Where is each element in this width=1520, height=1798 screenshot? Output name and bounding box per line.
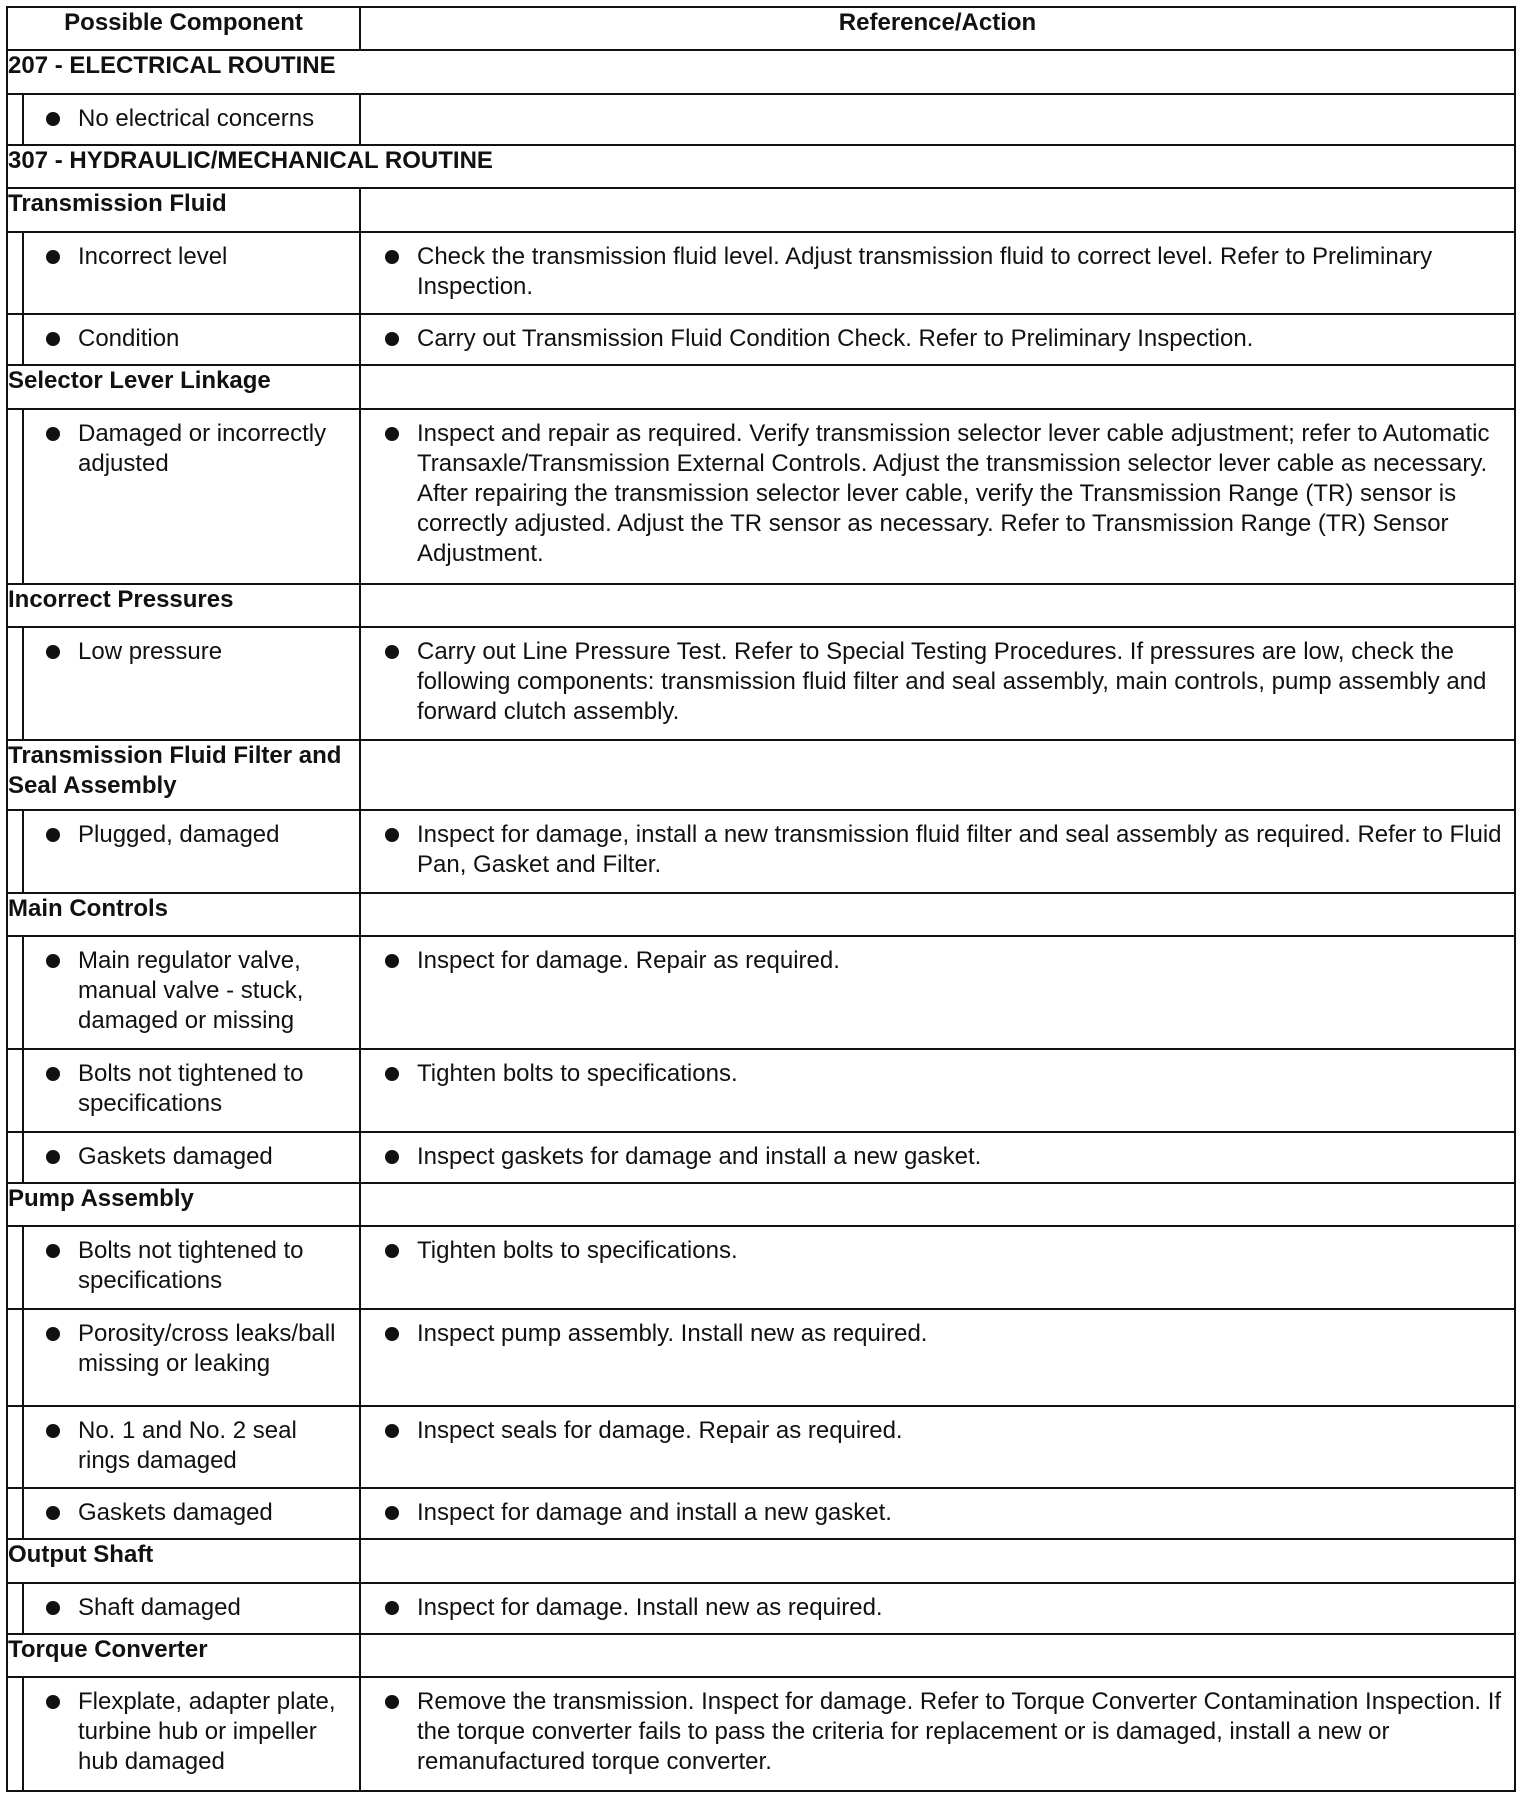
component-text: Gaskets damaged (78, 1142, 273, 1170)
indent-rule (8, 315, 24, 365)
indent-rule (8, 628, 24, 739)
table-row (7, 936, 1515, 1049)
group-row (7, 1634, 1515, 1677)
bullet-icon (46, 1150, 60, 1164)
group-empty-cell (360, 1634, 1515, 1677)
component-cell (7, 1309, 360, 1406)
group-title: Main Controls (7, 893, 360, 936)
bullet-icon (385, 645, 399, 659)
bullet-icon (46, 1695, 60, 1709)
action-cell (360, 1677, 1515, 1791)
bullet-icon (46, 250, 60, 264)
component-text: Incorrect level (78, 242, 228, 270)
table-row (7, 1406, 1515, 1488)
component-text: Shaft damaged (78, 1593, 241, 1621)
indent-rule (8, 1227, 24, 1307)
header-reference-action: Reference/Action (360, 7, 1515, 50)
indent-rule (8, 1678, 24, 1790)
group-empty-cell (360, 1539, 1515, 1582)
action-cell (360, 1309, 1515, 1406)
group-empty-cell (360, 1183, 1515, 1226)
action-cell (360, 232, 1515, 314)
component-text: Low pressure (78, 637, 223, 665)
action-cell (360, 1049, 1515, 1131)
table-row (7, 627, 1515, 740)
component-cell (7, 94, 360, 146)
group-title: Selector Lever Linkage (7, 365, 360, 408)
action-text: Tighten bolts to specifications. (417, 1237, 738, 1265)
component-text: Damaged or incorrectly adjusted (78, 419, 327, 477)
action-cell (360, 94, 1515, 146)
table-row (7, 1132, 1515, 1184)
component-cell (7, 810, 360, 892)
routine-title: 307 - HYDRAULIC/MECHANICAL ROUTINE (7, 145, 1515, 188)
bullet-icon (385, 332, 399, 346)
component-cell (7, 1677, 360, 1791)
diagnosis-table-page (6, 6, 1514, 1792)
bullet-icon (46, 332, 60, 346)
group-title: Transmission Fluid Filter and Seal Assembly (7, 740, 360, 810)
bullet-icon (46, 645, 60, 659)
table-row (7, 1583, 1515, 1635)
component-cell (7, 1406, 360, 1488)
indent-rule (8, 811, 24, 891)
action-text: Inspect and repair as required. Verify transmission selector lever cable adjustment; refer to Automatic Transaxle/Transmission External Controls. Adjust the transmission selector lever cable as necessary. After repairing the transmission selector lever cable, verify the Transmission Range (TR) sensor is correctly adjusted. Adjust the TR sensor as necessary. Refer to Transmission Range (TR) Sensor Adjustment. (417, 419, 1490, 567)
bullet-icon (46, 1424, 60, 1438)
group-row (7, 893, 1515, 936)
group-title: Pump Assembly (7, 1183, 360, 1226)
component-cell (7, 232, 360, 314)
routine-title: 207 - ELECTRICAL ROUTINE (7, 50, 1515, 93)
component-cell (7, 314, 360, 366)
bullet-icon (46, 112, 60, 126)
action-cell (360, 409, 1515, 584)
group-row (7, 1183, 1515, 1226)
table-row (7, 1049, 1515, 1131)
table-row (7, 94, 1515, 146)
component-text: Main regulator valve, manual valve - stuck, damaged or missing (78, 946, 304, 1034)
component-text: No electrical concerns (78, 104, 315, 132)
indent-rule (8, 95, 24, 145)
group-row (7, 740, 1515, 810)
indent-rule (8, 1133, 24, 1183)
component-cell (7, 1226, 360, 1308)
component-cell (7, 627, 360, 740)
group-empty-cell (360, 893, 1515, 936)
action-cell (360, 1488, 1515, 1540)
diagnosis-table (6, 6, 1516, 1792)
indent-rule (8, 1489, 24, 1539)
component-cell (7, 1488, 360, 1540)
bullet-icon (385, 954, 399, 968)
table-row (7, 1677, 1515, 1791)
action-text: Remove the transmission. Inspect for damage. Refer to Torque Converter Contamination Inspection. If the torque converter fails to pass the criteria for replacement or is damaged, install a new or remanufactured torque converter. (417, 1688, 1502, 1776)
routine-row-hydraulic (7, 145, 1515, 188)
table-row (7, 409, 1515, 584)
action-cell (360, 810, 1515, 892)
bullet-icon (385, 828, 399, 842)
component-cell (7, 1049, 360, 1131)
bullet-icon (385, 427, 399, 441)
table-row (7, 1488, 1515, 1540)
bullet-icon (385, 1695, 399, 1709)
indent-rule (8, 1050, 24, 1130)
bullet-icon (385, 1067, 399, 1081)
bullet-icon (385, 1244, 399, 1258)
header-possible-component: Possible Component (7, 7, 360, 50)
action-cell (360, 936, 1515, 1049)
component-text: Bolts not tightened to specifications (78, 1237, 304, 1295)
group-row (7, 1539, 1515, 1582)
table-row (7, 810, 1515, 892)
action-text: Check the transmission fluid level. Adjust transmission fluid to correct level. Refer to Preliminary Inspection. (417, 242, 1433, 300)
bullet-icon (46, 828, 60, 842)
group-empty-cell (360, 188, 1515, 231)
group-empty-cell (360, 584, 1515, 627)
action-cell (360, 1583, 1515, 1635)
group-empty-cell (360, 365, 1515, 408)
bullet-icon (46, 1244, 60, 1258)
indent-rule (8, 937, 24, 1048)
action-text: Inspect pump assembly. Install new as required. (417, 1319, 928, 1347)
action-text: Inspect for damage, install a new transmission fluid filter and seal assembly as required. Refer to Fluid Pan, Gasket and Filter. (417, 821, 1502, 879)
bullet-icon (46, 1067, 60, 1081)
table-row (7, 1309, 1515, 1406)
action-text: Inspect for damage. Install new as required. (417, 1593, 883, 1621)
table-row (7, 314, 1515, 366)
bullet-icon (46, 954, 60, 968)
indent-rule (8, 1407, 24, 1487)
component-text: Plugged, damaged (78, 821, 280, 849)
group-title: Incorrect Pressures (7, 584, 360, 627)
component-cell (7, 409, 360, 584)
group-empty-cell (360, 740, 1515, 810)
bullet-icon (385, 1327, 399, 1341)
component-text: Condition (78, 324, 180, 352)
bullet-icon (385, 1601, 399, 1615)
bullet-icon (46, 1506, 60, 1520)
component-cell (7, 1132, 360, 1184)
action-cell (360, 627, 1515, 740)
action-cell (360, 314, 1515, 366)
bullet-icon (46, 427, 60, 441)
action-text: Carry out Line Pressure Test. Refer to Special Testing Procedures. If pressures are low, check the following components: transmission fluid filter and seal assembly, main controls, pump assembly and forward clutch assembly. (417, 637, 1487, 725)
indent-rule (8, 233, 24, 313)
table-row (7, 232, 1515, 314)
action-cell (360, 1226, 1515, 1308)
action-text: Tighten bolts to specifications. (417, 1060, 738, 1088)
table-header-row (7, 7, 1515, 50)
table-row (7, 1226, 1515, 1308)
indent-rule (8, 1310, 24, 1405)
action-cell (360, 1132, 1515, 1184)
indent-rule (8, 1584, 24, 1634)
routine-row-electrical (7, 50, 1515, 93)
group-row (7, 188, 1515, 231)
indent-rule (8, 410, 24, 583)
action-text: Inspect seals for damage. Repair as required. (417, 1416, 903, 1444)
bullet-icon (46, 1601, 60, 1615)
bullet-icon (385, 250, 399, 264)
group-title: Torque Converter (7, 1634, 360, 1677)
component-text: Bolts not tightened to specifications (78, 1060, 304, 1118)
group-title: Transmission Fluid (7, 188, 360, 231)
bullet-icon (46, 1327, 60, 1341)
action-cell (360, 1406, 1515, 1488)
group-row (7, 365, 1515, 408)
bullet-icon (385, 1424, 399, 1438)
action-text: Inspect gaskets for damage and install a new gasket. (417, 1142, 982, 1170)
action-text: Inspect for damage. Repair as required. (417, 946, 840, 974)
bullet-icon (385, 1506, 399, 1520)
bullet-icon (385, 1150, 399, 1164)
action-text: Carry out Transmission Fluid Condition Check. Refer to Preliminary Inspection. (417, 324, 1254, 352)
component-text: No. 1 and No. 2 seal rings damaged (78, 1416, 297, 1474)
component-text: Flexplate, adapter plate, turbine hub or impeller hub damaged (78, 1688, 336, 1776)
group-row (7, 584, 1515, 627)
component-cell (7, 1583, 360, 1635)
group-title: Output Shaft (7, 1539, 360, 1582)
component-cell (7, 936, 360, 1049)
component-text: Porosity/cross leaks/ball missing or leaking (78, 1319, 336, 1377)
action-text: Inspect for damage and install a new gasket. (417, 1498, 892, 1526)
component-text: Gaskets damaged (78, 1498, 273, 1526)
